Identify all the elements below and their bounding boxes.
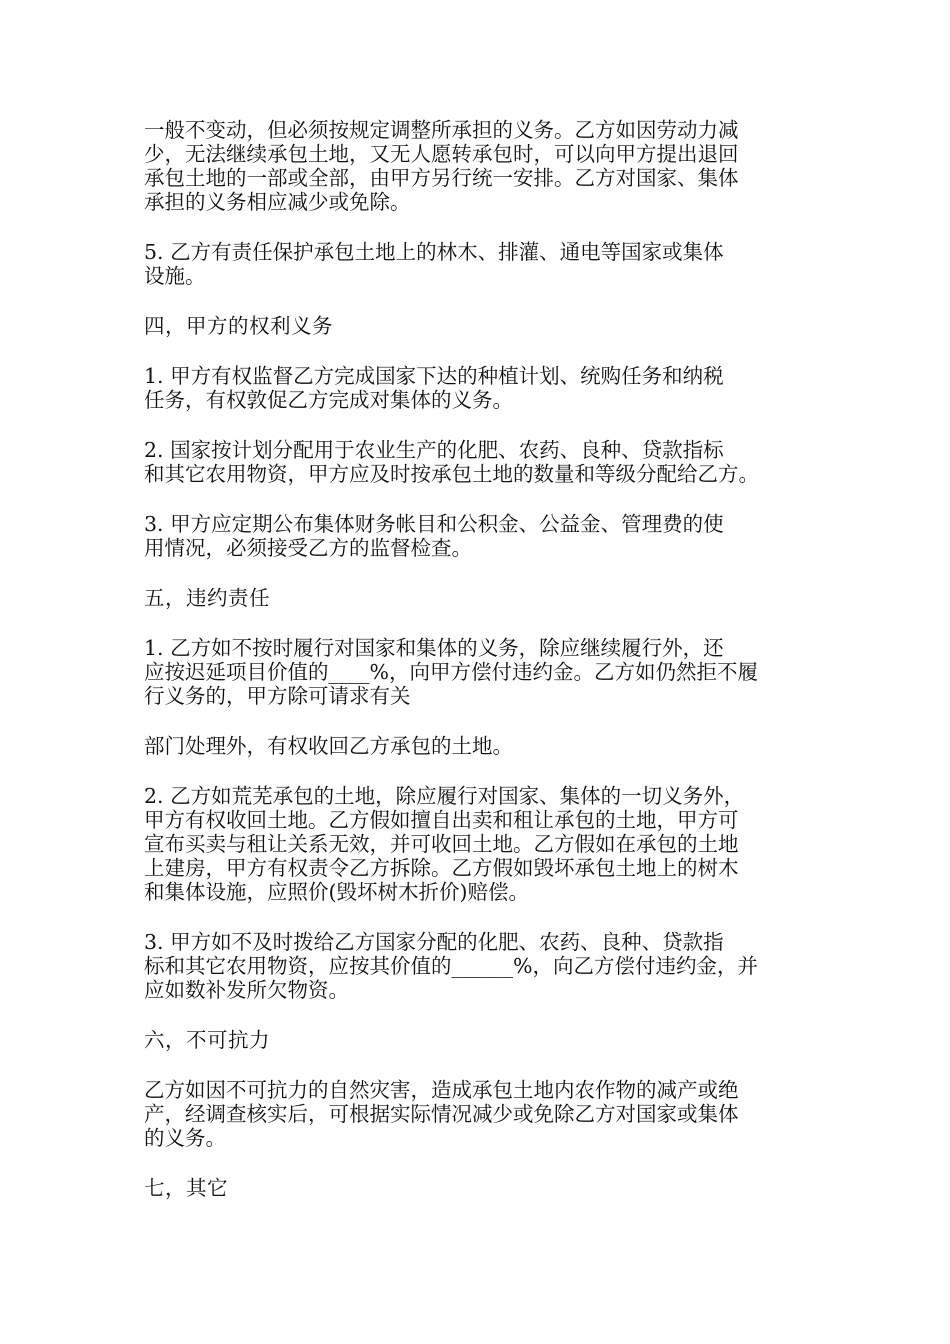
paragraph <box>144 1078 809 1150</box>
text-line: 一般不变动，但必须按规定调整所承担的义务。乙方如因劳动力减 <box>144 118 739 142</box>
heading-text: 五，违约责任 <box>144 586 270 610</box>
heading-text: 四，甲方的权利义务 <box>144 314 333 338</box>
section-heading <box>144 1176 809 1200</box>
text-line: 甲方有权收回土地。乙方假如擅自出卖和租让承包的土地，甲方可 <box>144 808 739 832</box>
document-body <box>144 118 809 1226</box>
text-line: 行义务的，甲方除可请求有关 <box>144 684 411 708</box>
text-line: 部门处理外，有权收回乙方承包的土地。 <box>144 734 513 758</box>
text-line: 5. 乙方有责任保护承包土地上的林木、排灌、通电等国家或集体 <box>144 240 724 264</box>
text-line: 2. 乙方如荒芜承包的土地，除应履行对国家、集体的一切义务外， <box>144 784 745 808</box>
section-heading <box>144 586 809 610</box>
section-heading <box>144 314 809 338</box>
text-line: 3. 甲方应定期公布集体财务帐目和公积金、公益金、管理费的使 <box>144 512 724 536</box>
clause-item <box>144 512 809 560</box>
text-line: 2. 国家按计划分配用于农业生产的化肥、农药、良种、贷款指标 <box>144 438 724 462</box>
heading-text: 七，其它 <box>144 1176 228 1200</box>
clause-item <box>144 784 809 904</box>
text-line: 乙方如因不可抗力的自然灾害，造成承包土地内农作物的减产或绝 <box>144 1078 739 1102</box>
text-line: 和集体设施，应照价(毁坏树木折价)赔偿。 <box>144 880 529 904</box>
paragraph <box>144 734 809 758</box>
text-line: 产，经调查核实后，可根据实际情况减少或免除乙方对国家或集体 <box>144 1102 739 1126</box>
clause-item <box>144 364 809 412</box>
text-line: 用情况，必须接受乙方的监督检查。 <box>144 536 472 560</box>
text-line: 1. 甲方有权监督乙方完成国家下达的种植计划、统购任务和纳税 <box>144 364 724 388</box>
text-line: 承包土地的一部或全部，由甲方另行统一安排。乙方对国家、集体 <box>144 166 739 190</box>
text-line: 应按迟延项目价值的____%，向甲方偿付违约金。乙方如仍然拒不履 <box>144 660 758 684</box>
text-line: 标和其它农用物资，应按其价值的______%，向乙方偿付违约金，并 <box>144 954 758 978</box>
clause-item <box>144 930 809 1002</box>
text-line: 承担的义务相应减少或免除。 <box>144 190 411 214</box>
text-line: 少，无法继续承包土地，又无人愿转承包时，可以向甲方提出退回 <box>144 142 739 166</box>
text-line: 3. 甲方如不及时拨给乙方国家分配的化肥、农药、良种、贷款指 <box>144 930 724 954</box>
clause-item <box>144 636 809 708</box>
text-line: 应如数补发所欠物资。 <box>144 978 349 1002</box>
clause-item <box>144 240 809 288</box>
section-heading <box>144 1028 809 1052</box>
text-line: 和其它农用物资，甲方应及时按承包土地的数量和等级分配给乙方。 <box>144 462 759 486</box>
paragraph <box>144 118 809 214</box>
text-line: 任务，有权敦促乙方完成对集体的义务。 <box>144 388 513 412</box>
clause-item <box>144 438 809 486</box>
text-line: 宣布买卖与租让关系无效，并可收回土地。乙方假如在承包的土地 <box>144 832 739 856</box>
heading-text: 六，不可抗力 <box>144 1028 270 1052</box>
text-line: 上建房，甲方有权责令乙方拆除。乙方假如毁坏承包土地上的树木 <box>144 856 739 880</box>
text-line: 的义务。 <box>144 1126 226 1150</box>
text-line: 设施。 <box>144 264 206 288</box>
text-line: 1. 乙方如不按时履行对国家和集体的义务，除应继续履行外，还 <box>144 636 724 660</box>
